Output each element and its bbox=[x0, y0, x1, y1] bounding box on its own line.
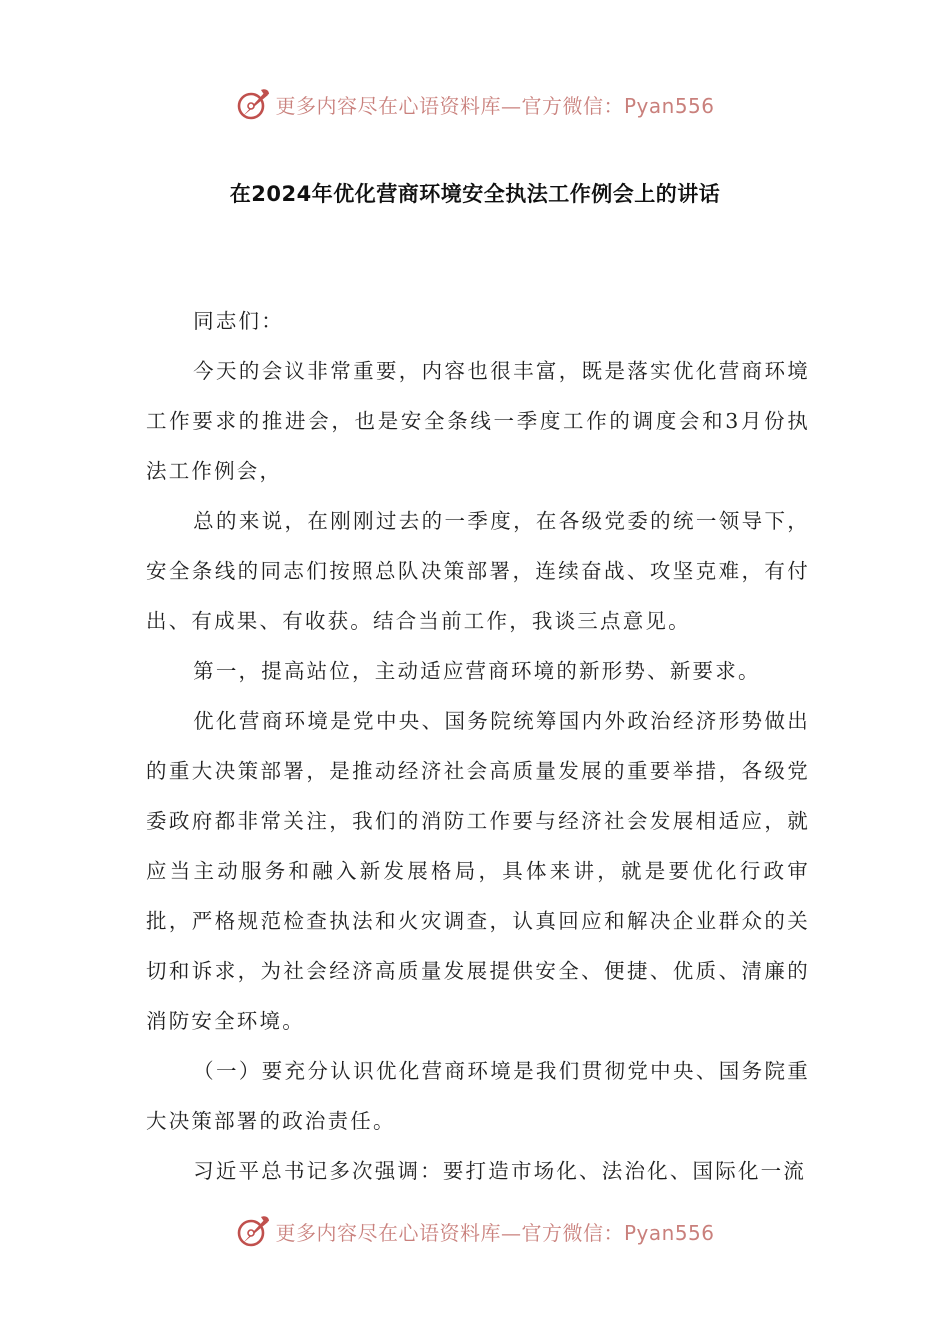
banner-dash: — bbox=[500, 1220, 522, 1245]
document-title: 在2024年优化营商环境安全执法工作例会上的讲话 bbox=[229, 182, 721, 206]
banner-contact-id: Pyan556 bbox=[623, 93, 715, 118]
subsection-heading-one: （一）要充分认识优化营商环境是我们贯彻党中央、国务院重大决策部署的政治责任。 bbox=[146, 1059, 810, 1133]
quill-pen-in-circle-icon bbox=[235, 86, 271, 122]
paragraph-business-environment: 优化营商环境是党中央、国务院统筹国内外政治经济形势做出的重大决策部署，是推动经济社会高质量发展的重要举措，各级党委政府都非常关注，我们的消防工作要与经济社会发展相适应，就应当主动服务和融入新发展格局，具体来讲，就是要优化行政审批，严格规范检查执法和火灾调查，认真回应和解决企业群众的关切和诉求，为社会经济高质量发展提供安全、便捷、优质、清廉的消防安全环境。 bbox=[146, 709, 810, 1033]
document-body bbox=[146, 296, 810, 1196]
salutation: 同志们： bbox=[193, 309, 284, 333]
footer-watermark-banner bbox=[0, 1211, 950, 1251]
banner-main-text: 更多内容尽在心语资料库 bbox=[275, 1220, 501, 1245]
quill-pen-in-circle-icon bbox=[235, 1213, 271, 1249]
banner-contact-id: Pyan556 bbox=[623, 1220, 715, 1245]
paragraph-summary: 总的来说，在刚刚过去的一季度，在各级党委的统一领导下，安全条线的同志们按照总队决策部署，连续奋战、攻坚克难，有付出、有成果、有收获。结合当前工作，我谈三点意见。 bbox=[146, 509, 810, 633]
banner-contact-label: 官方微信： bbox=[521, 93, 624, 118]
banner-contact-label: 官方微信： bbox=[521, 1220, 624, 1245]
paragraph-intro: 今天的会议非常重要，内容也很丰富，既是落实优化营商环境工作要求的推进会，也是安全条线一季度工作的调度会和3月份执法工作例会， bbox=[146, 359, 810, 483]
section-heading-first: 第一，提高站位，主动适应营商环境的新形势、新要求。 bbox=[193, 659, 761, 683]
banner-text bbox=[275, 90, 714, 119]
header-watermark-banner bbox=[0, 84, 950, 124]
banner-text bbox=[275, 1217, 714, 1246]
banner-dash: — bbox=[500, 93, 522, 118]
banner-main-text: 更多内容尽在心语资料库 bbox=[275, 93, 501, 118]
paragraph-quote-start: 习近平总书记多次强调：要打造市场化、法治化、国际化一流 bbox=[193, 1159, 807, 1183]
